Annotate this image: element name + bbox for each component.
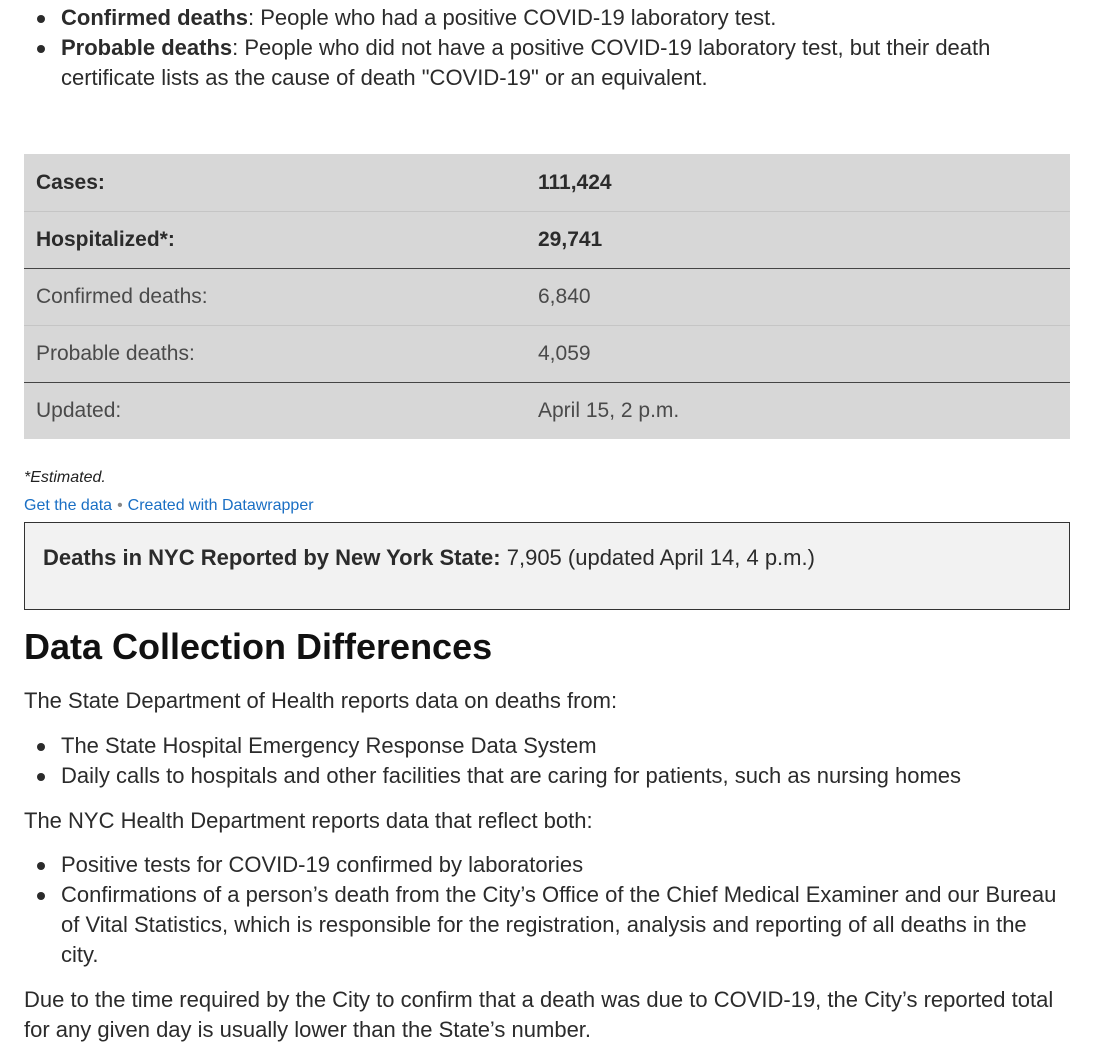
definition-term: Probable deaths bbox=[61, 35, 233, 60]
callout-label: Deaths in NYC Reported by New York State: bbox=[43, 545, 501, 570]
datawrapper-link[interactable]: Created with Datawrapper bbox=[127, 497, 314, 514]
state-intro-text: The State Department of Health reports data on deaths from: bbox=[24, 688, 618, 713]
row-label: Probable deaths: bbox=[36, 342, 195, 365]
list-item: Daily calls to hospitals and other facilities that are caring for patients, such as nursing homes bbox=[24, 761, 1070, 791]
get-the-data-link[interactable]: Get the data bbox=[24, 497, 113, 514]
source-links bbox=[24, 497, 314, 515]
table-footnote: *Estimated. bbox=[24, 469, 106, 486]
row-value: April 15, 2 p.m. bbox=[538, 399, 680, 422]
state-deaths-callout bbox=[24, 522, 1070, 610]
callout-value: 7,905 (updated April 14, 4 p.m.) bbox=[500, 545, 815, 570]
table-row bbox=[24, 382, 1070, 439]
state-sources-list bbox=[24, 731, 1070, 791]
city-sources-list bbox=[24, 850, 1070, 970]
closing-paragraph: Due to the time required by the City to confirm that a death was due to COVID-19, the City’s reported total for any given day is usually lower than the State’s number. bbox=[24, 987, 1054, 1042]
row-label: Cases: bbox=[36, 170, 105, 194]
death-definitions-list bbox=[24, 3, 1070, 93]
definition-text: : People who did not have a positive COVID-19 laboratory test, but their death certificate lists as the cause of death "COVID-19" or an equivalent. bbox=[61, 35, 991, 90]
table-row bbox=[24, 154, 1070, 211]
link-separator: • bbox=[117, 497, 123, 514]
list-item bbox=[24, 3, 1070, 33]
row-label: Confirmed deaths: bbox=[36, 285, 208, 308]
row-value: 29,741 bbox=[538, 228, 603, 251]
list-item: The State Hospital Emergency Response Data System bbox=[24, 731, 1070, 761]
definition-term: Confirmed deaths bbox=[61, 5, 249, 30]
row-value: 4,059 bbox=[538, 342, 591, 365]
list-item bbox=[24, 33, 1070, 93]
row-label: Hospitalized*: bbox=[36, 228, 175, 251]
covid-stats-table bbox=[24, 154, 1070, 439]
table-row bbox=[24, 325, 1070, 382]
section-title: Data Collection Differences bbox=[24, 626, 493, 667]
list-item: Positive tests for COVID-19 confirmed by laboratories bbox=[24, 850, 1070, 880]
row-value: 6,840 bbox=[538, 285, 591, 308]
city-intro-text: The NYC Health Department reports data that reflect both: bbox=[24, 808, 593, 833]
table-row bbox=[24, 211, 1070, 268]
table-row bbox=[24, 268, 1070, 325]
row-value: 111,424 bbox=[538, 170, 612, 194]
list-item: Confirmations of a person’s death from the City’s Office of the Chief Medical Examiner and our Bureau of Vital Statistics, which is responsible for the registration, analysis and reporting of all deaths in the city. bbox=[24, 880, 1070, 970]
row-label: Updated: bbox=[36, 399, 122, 422]
definition-text: : People who had a positive COVID-19 laboratory test. bbox=[248, 5, 777, 30]
